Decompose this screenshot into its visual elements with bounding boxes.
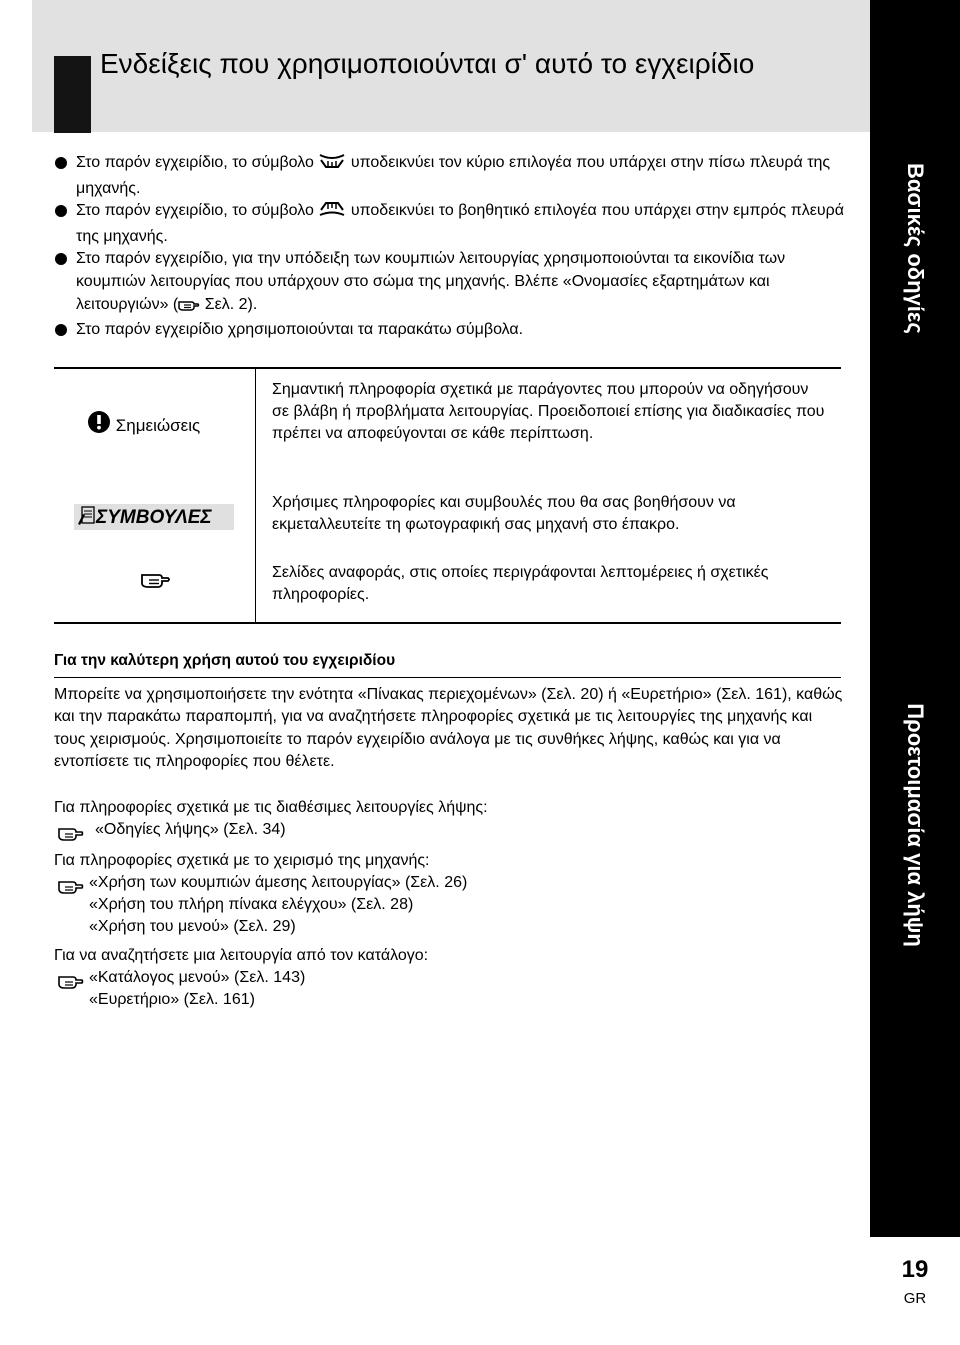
- sidebar-tab-preparation[interactable]: Προετοιμασία για λήψη: [903, 703, 928, 947]
- bullet-icon: [55, 253, 67, 265]
- sidebar-tab-basic-guide[interactable]: Βασικές οδηγίες: [903, 163, 928, 334]
- warning-icon: [87, 410, 111, 439]
- reference-link[interactable]: «Χρήση του πλήρη πίνακα ελέγχου» (Σελ. 28): [89, 896, 414, 913]
- list-item: Στο παρόν εγχειρίδιο, το σύμβολο υποδεικνύει τον κύριο επιλογέα που υπάρχει στην πίσω πλευρά της μηχανής.: [54, 152, 844, 200]
- reference-link[interactable]: «Κατάλογος μενού» (Σελ. 143): [89, 969, 306, 986]
- memo-icon: [76, 504, 96, 532]
- reference-hand-icon: [58, 877, 84, 903]
- section-paragraph: Μπορείτε να χρησιμοποιήσετε την ενότητα «Πίνακας περιεχομένων» (Σελ. 20) ή «Ευρετήριο» (Σελ. 161), καθώς και την παρακάτω παραπομπή, για να αναζητήσετε πληροφορίες σχετικά με τις λειτουργίες της μηχανής και τους χειρισμούς. Χρησιμοποιείτε το παρόν εγχειρίδιο ανάλογα με τις συνθήκες λήψης, καθώς και για να εντοπίσετε τις πληροφορίες που θέλετε.: [54, 686, 843, 771]
- page-number: 19: [901, 1256, 929, 1283]
- group-intro: Για πληροφορίες σχετικά με τις διαθέσιμες λειτουργίες λήψης:: [54, 799, 488, 816]
- group-intro: Για να αναζητήσετε μια λειτουργία από τον κατάλογο:: [54, 947, 429, 964]
- table-divider: [255, 369, 256, 622]
- bullet-icon: [55, 205, 67, 217]
- reference-link[interactable]: «Οδηγίες λήψης» (Σελ. 34): [95, 821, 286, 838]
- bullet-list: [54, 152, 844, 342]
- list-item: Στο παρόν εγχειρίδιο, το σύμβολο υποδεικνύει το βοηθητικό επιλογέα που υπάρχει στην εμπρός πλευρά της μηχανής.: [54, 200, 844, 248]
- list-item: Στο παρόν εγχειρίδιο, για την υπόδειξη των κουμπιών λειτουργίας χρησιμοποιούνται τα εικονίδια των κουμπιών λειτουργίας που υπάρχουν στο σώμα της μηχανής. Βλέπε «Ονομασίες εξαρτημάτων και λειτουργιών» ( Σελ. 2).: [54, 248, 844, 319]
- page-number-box: [870, 1237, 960, 1345]
- notes-text: Σημαντική πληροφορία σχετικά με παράγοντες που μπορούν να οδηγήσουν σε βλάβη ή προβλήματα λειτουργίας. Προειδοποιεί επίσης για διαδικασίες που πρέπει να αποφεύγονται σε κάθε περίπτωση.: [272, 381, 825, 443]
- table-bottom-rule: [54, 622, 841, 624]
- reference-hand-icon: [58, 824, 84, 850]
- group-intro: Για πληροφορίες σχετικά με το χειρισμό της μηχανής:: [54, 852, 430, 869]
- page-language: GR: [903, 1290, 927, 1307]
- reference-hand-icon: [178, 296, 200, 320]
- tips-text: Χρήσιμες πληροφορίες και συμβουλές που θα σας βοηθήσουν να εκμεταλλευτείτε τη φωτογραφική σας μηχανή στο έπακρο.: [272, 494, 736, 534]
- tips-label: ΣΥΜΒΟΥΛΕΣ: [74, 504, 234, 530]
- reference-hand-icon: [141, 568, 171, 595]
- bullet-icon: [55, 157, 67, 169]
- reference-link[interactable]: «Χρήση των κουμπιών άμεσης λειτουργίας» (Σελ. 26): [89, 874, 468, 891]
- list-item: Στο παρόν εγχειρίδιο χρησιμοποιούνται τα παρακάτω σύμβολα.: [54, 319, 844, 342]
- sub-dial-icon: [318, 200, 346, 226]
- page-title: Ενδείξεις που χρησιμοποιούνται σ' αυτό το εγχειρίδιο: [100, 48, 755, 79]
- notes-label: Σημειώσεις: [87, 410, 200, 439]
- reference-link[interactable]: «Ευρετήριο» (Σελ. 161): [89, 991, 255, 1008]
- section-title: Για την καλύτερη χρήση αυτού του εγχειριδίου: [54, 652, 396, 669]
- reference-hand-icon: [58, 972, 84, 998]
- main-dial-icon: [318, 152, 346, 178]
- section-rule: [54, 677, 841, 678]
- bullet-icon: [55, 324, 67, 336]
- table-top-rule: [54, 367, 841, 369]
- reference-text: Σελίδες αναφοράς, στις οποίες περιγράφονται λεπτομέρειες ή σχετικές πληροφορίες.: [272, 564, 769, 604]
- reference-link[interactable]: «Χρήση του μενού» (Σελ. 29): [89, 918, 296, 935]
- header-marker: [54, 56, 91, 133]
